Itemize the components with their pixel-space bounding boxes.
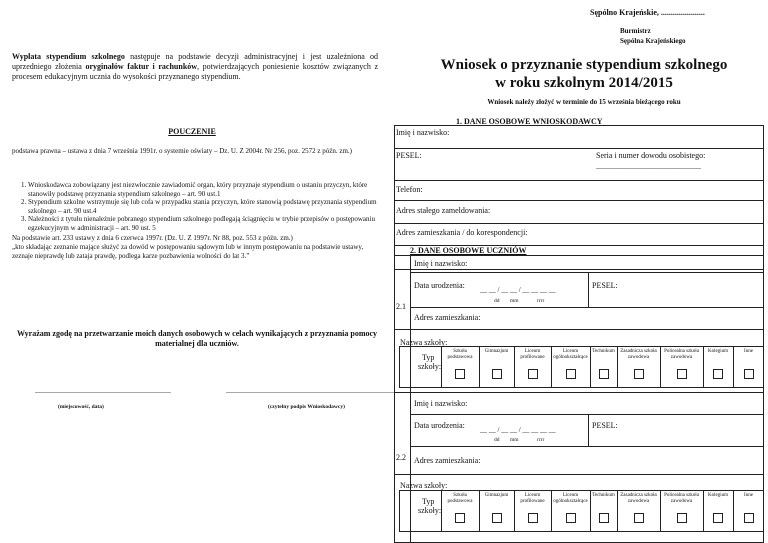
intro-lead: Wypłata stypendium szkolnego — [12, 52, 125, 61]
school-name-label[interactable]: Nazwa szkoły: — [400, 338, 448, 347]
school-type-checkbox[interactable] — [677, 369, 687, 379]
title-line1: Wniosek o przyznanie stypendium szkolnego — [440, 57, 728, 73]
intro-bold-b: oryginałów faktur i rachunków — [85, 62, 198, 71]
registered-address-label[interactable]: Adres stałego zameldowania: — [396, 206, 491, 215]
sign-dots-right: .................................................................................... — [226, 386, 394, 395]
school-type-option-label: Technikum — [592, 349, 615, 354]
school-type-option-label: Inne — [744, 493, 753, 498]
school-name-label[interactable]: Nazwa szkoły: — [400, 481, 448, 490]
divider — [394, 392, 764, 393]
school-type-option-label: Zasadnicza szkoła zawodowa — [620, 493, 657, 504]
date-rrrr: rrrr — [537, 298, 545, 304]
school-type-checkbox[interactable] — [634, 369, 644, 379]
deadline-note: Wniosek należy złożyć w terminie do 15 września bieżącego roku — [487, 98, 681, 106]
divider — [410, 414, 764, 415]
form-title — [400, 56, 768, 92]
divider — [394, 223, 764, 224]
school-type-checkbox[interactable] — [599, 369, 609, 379]
student-birth-label[interactable]: Data urodzenia: — [414, 421, 465, 430]
school-type-option-label: Liceum profilowane — [520, 493, 545, 504]
notice-item: 1. Wnioskodawca zobowiązany jest niezwłocznie zawiadomić organ, który przyznaje stypendium o ustaniu przyczyn, które stanowiły podstawę przyznania stypendium szkolnego – art. 90 ust.1 — [28, 181, 378, 198]
school-type-option-label: Szkoła podstawowa — [447, 349, 473, 360]
date-dd: dd — [494, 298, 500, 304]
school-type-checkbox[interactable] — [566, 369, 576, 379]
addressee-line2: Sępólna Krajeńskiego — [620, 37, 686, 45]
school-type-option-label: Inne — [744, 349, 753, 354]
section2-title: 2. DANE OSOBOWE UCZNIÓW — [410, 246, 527, 255]
date-mm: mm — [510, 437, 519, 443]
school-type-checkbox[interactable] — [455, 513, 465, 523]
applicant-name-label: Imię i nazwisko: — [396, 128, 450, 137]
divider — [410, 307, 764, 308]
school-type-checkbox[interactable] — [492, 369, 502, 379]
school-type-option-label: Kolegium — [708, 493, 728, 498]
penal-line1: Na podstawie art. 233 ustawy z dnia 6 czerwca 1997r. (Dz. U. Z 1997r. Nr 88, poz. 553 z późn. zm.) — [12, 234, 293, 242]
phone-label[interactable]: Telefon: — [396, 185, 423, 194]
school-type-option-label: Liceum profilowane — [520, 349, 545, 360]
divider — [394, 474, 764, 475]
school-type-option-label: Liceum ogólnokształcące — [553, 349, 588, 360]
date-dd: dd — [494, 437, 500, 443]
divider — [410, 272, 764, 273]
place-date: Sępólno Krajeńskie, ...................... — [590, 8, 705, 17]
intro-text-c: , potwierdzających poniesienie kosztów związanych z procesem edukacyjnym ucznia do wysokości przyznanego stypendium. — [12, 62, 378, 81]
penal-note — [12, 234, 382, 261]
date-pattern[interactable]: __ __ / __ __ / __ __ __ __ — [480, 426, 556, 434]
payment-intro — [12, 52, 378, 82]
school-type-option-label: Zasadnicza szkoła zawodowa — [620, 349, 657, 360]
id-card-label[interactable]: Seria i numer dowodu osobistego: — [596, 151, 706, 160]
student-number: 2.1 — [396, 302, 406, 311]
consent-line2: materialnej dla uczniów. — [155, 339, 239, 348]
school-type-option-label: Kolegium — [708, 349, 728, 354]
divider — [588, 272, 589, 307]
divider — [394, 200, 764, 201]
school-type-checkbox[interactable] — [528, 513, 538, 523]
consent-statement — [12, 329, 382, 349]
penal-line2: „kto składając zeznanie mające służyć za dowód w postępowaniu sądowym lub w innym postępowaniu na podstawie ustawy, zeznaje nieprawdę lub zataja prawdę, podlega karze pozbawienia wolności do lat 3.” — [12, 243, 364, 260]
student-name-label[interactable]: Imię i nazwisko: — [414, 259, 468, 268]
school-type-option-label: Gimnazjum — [484, 349, 509, 354]
caption-signature: (czytelny podpis Wnioskodawcy) — [268, 404, 345, 410]
notice-list — [12, 181, 378, 232]
divider — [394, 148, 764, 149]
school-type-checkbox[interactable] — [744, 513, 754, 523]
title-line2: w roku szkolnym 2014/2015 — [495, 75, 673, 91]
divider — [394, 329, 764, 330]
school-type-option-label: Policealna szkoła zawodowa — [664, 349, 699, 360]
addressee-line1: Burmistrz — [620, 27, 651, 35]
applicant-pesel-label[interactable]: PESEL: — [396, 151, 422, 160]
notice-item: 2. Stypendium szkolne wstrzymuje się lub cofa w przypadku stania przyczyn, które stanowią podstawę przyznania stypendium szkolnego – art. 90 ust.4 — [28, 198, 378, 215]
school-type-checkbox[interactable] — [528, 369, 538, 379]
school-type-label: Typ — [422, 353, 435, 362]
intro-text-a: następuje na podstawie decyzji administracyjnej i jest uzależniona od uprzedniego złożenia — [12, 52, 378, 71]
school-type-option-label: Policealna szkoła zawodowa — [664, 493, 699, 504]
consent-line1: Wyrażam zgodę na przetwarzanie moich danych osobowych w celach wynikających z przyznania pomocy — [16, 329, 378, 338]
date-rrrr: rrrr — [537, 437, 545, 443]
date-mm: mm — [510, 298, 519, 304]
caption-place-date: (miejscowość, data) — [58, 404, 104, 410]
id-card-line[interactable]: ______________________________ — [596, 162, 701, 170]
correspondence-address-label[interactable]: Adres zamieszkania / do korespondencji: — [396, 228, 528, 237]
school-type-checkbox[interactable] — [713, 513, 723, 523]
school-type-label: szkoły: — [418, 362, 442, 371]
school-type-checkbox[interactable] — [634, 513, 644, 523]
school-type-checkbox[interactable] — [713, 369, 723, 379]
student-address-label[interactable]: Adres zamieszkania: — [414, 456, 481, 465]
divider — [394, 180, 764, 181]
school-type-option-label: Gimnazjum — [484, 493, 509, 498]
divider — [588, 414, 589, 446]
school-type-option-label: Liceum ogólnokształcące — [553, 493, 588, 504]
school-type-checkbox[interactable] — [744, 369, 754, 379]
school-type-label: Typ — [422, 497, 435, 506]
school-type-checkbox[interactable] — [677, 513, 687, 523]
section1-title: 1. DANE OSOBOWE WNIOSKODAWCY — [456, 117, 603, 126]
school-type-checkbox[interactable] — [492, 513, 502, 523]
student-birth-label[interactable]: Data urodzenia: — [414, 281, 465, 290]
student-pesel-label[interactable]: PESEL: — [592, 281, 618, 290]
divider — [410, 446, 764, 447]
notice-heading: POUCZENIE — [168, 127, 216, 136]
student-address-label[interactable]: Adres zamieszkania: — [414, 313, 481, 322]
notice-item: 3. Należności z tytułu nienależnie pobranego stypendium szkolnego podlegają ściągnięciu w trybie przepisów o postępowaniu egzekucyjnym w administracji – art. 90 ust. 5 — [28, 215, 378, 232]
student-number: 2.2 — [396, 453, 406, 462]
school-type-option-label: Szkoła podstawowa — [447, 493, 473, 504]
school-type-checkbox[interactable] — [566, 513, 576, 523]
student-pesel-label[interactable]: PESEL: — [592, 421, 618, 430]
school-type-checkbox[interactable] — [599, 513, 609, 523]
sign-dots-left: .................................................................... — [35, 386, 171, 395]
school-type-option-label: Technikum — [592, 493, 615, 498]
school-type-checkbox[interactable] — [455, 369, 465, 379]
school-type-label: szkoły: — [418, 506, 442, 515]
student-name-label[interactable]: Imię i nazwisko: — [414, 399, 468, 408]
date-pattern[interactable]: __ __ / __ __ / __ __ __ __ — [480, 286, 556, 294]
legal-basis: podstawa prawna – ustawa z dnia 7 września 1991r. o systemie oświaty – Dz. U. Z 2004r. Nr 256, poz. 2572 z późn. zm.) — [12, 147, 353, 155]
